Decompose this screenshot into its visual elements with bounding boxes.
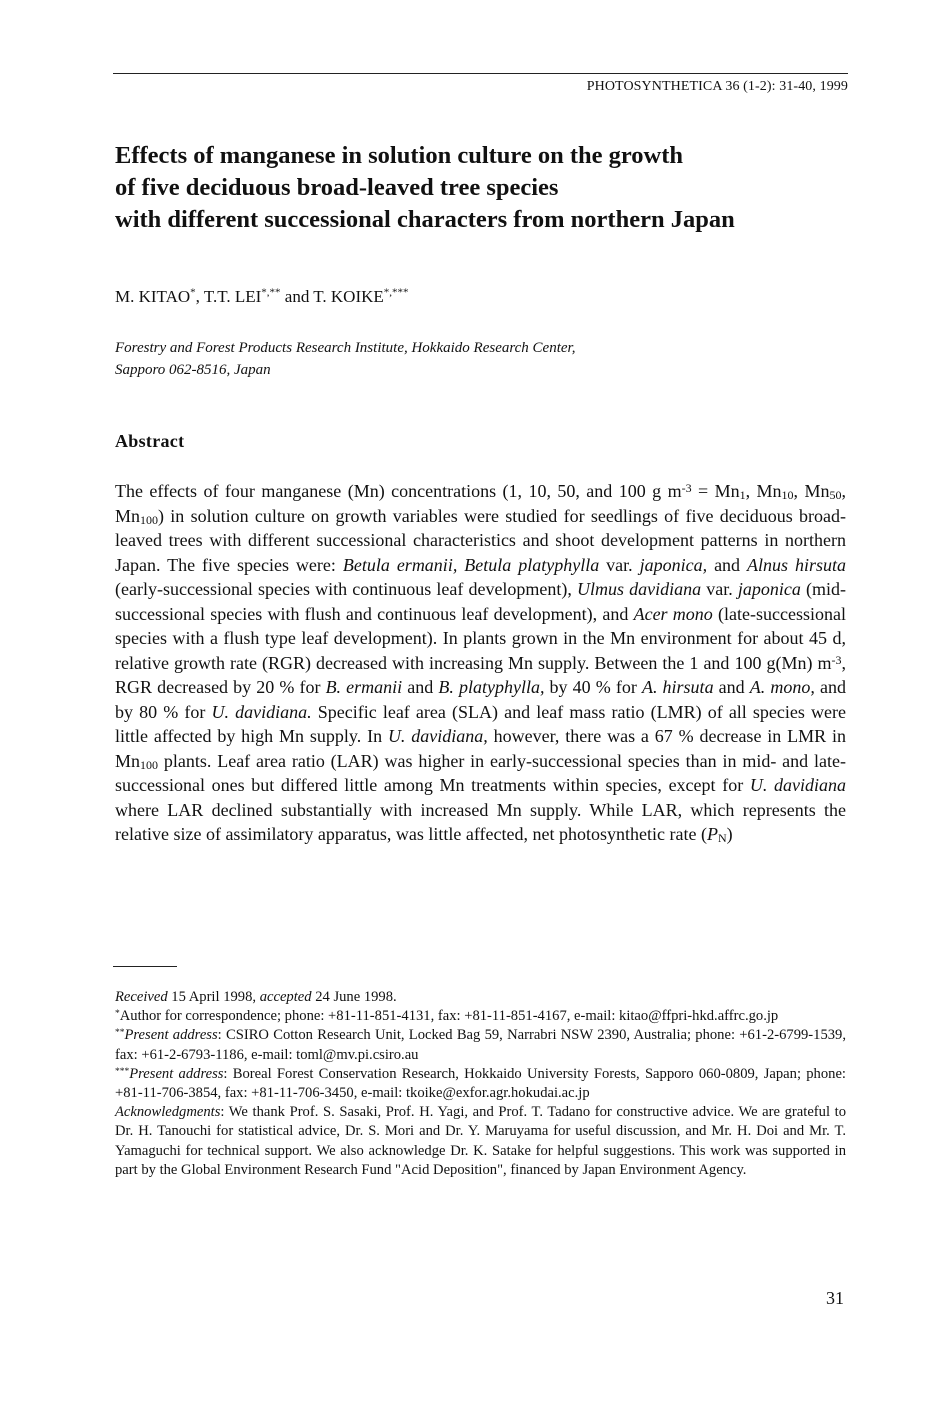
- abstract-text: , Mn: [793, 481, 830, 501]
- journal-reference: PHOTOSYNTHETICA 36 (1-2): 31-40, 1999: [586, 79, 848, 94]
- subscript: 10: [781, 488, 794, 502]
- abstract-text: plants. Leaf area ratio (LAR) was higher in early-successional species than in mid- and late-successional ones but differed little among Mn treatments within species, except for: [115, 750, 846, 795]
- acknowledgments-text: : We thank Prof. S. Sasaki, Prof. H. Yagi, and Prof. T. Tadano for constructive advice. We are grateful to Dr. H. Tanouchi for statistical advice, Dr. S. Mori and Dr. Y. Maruyama for useful discussion, and Mr. H. Doi and Mr. T. Yamaguchi for technical support. We also acknowledge Dr. K. Satake for helpful suggestions. This work was supported in part by the Global Environment Research Fund "Acid Deposition", financed by Japan Environment Agency.: [115, 1104, 846, 1178]
- species-name: A. mono,: [749, 677, 815, 697]
- footnote-present-address-2: [115, 1065, 846, 1103]
- affiliation-line-1: Forestry and Forest Products Research Institute, Hokkaido Research Center,: [115, 340, 576, 356]
- abstract-heading: Abstract: [115, 431, 185, 451]
- species-name: Ulmus davidiana: [577, 579, 702, 599]
- page-number: 31: [826, 1288, 844, 1308]
- footnote-correspondence: [115, 1007, 846, 1026]
- species-name: U. davidiana,: [387, 726, 488, 746]
- received-label: Received: [115, 989, 168, 1005]
- footnote-mark: *: [115, 1009, 120, 1020]
- accepted-label: accepted: [259, 989, 312, 1005]
- footnote-mark: **: [115, 1028, 125, 1039]
- species-name: japonica,: [639, 554, 708, 575]
- superscript: -3: [681, 481, 692, 495]
- abstract-text: where LAR declined substantially with increased Mn supply. While LAR, which represents the relative size of assimilatory apparatus, was little affected, net photosynthetic rate (: [115, 799, 846, 844]
- footnote-text: : Boreal Forest Conservation Research, Hokkaido University Forests, Sapporo 060-0809, Japan; phone: +81-11-706-3854, fax: +81-11-706-3450, e-mail: tkoike@exfor.agr.hokudai.ac.jp: [115, 1065, 846, 1102]
- accepted-date: 24 June 1998.: [311, 989, 397, 1005]
- species-name: Acer mono: [633, 603, 713, 624]
- abstract-text: ): [726, 824, 733, 844]
- abstract-text: and: [402, 677, 439, 697]
- acknowledgments-label: Acknowledgments: [115, 1104, 221, 1121]
- abstract-text: , Mn: [115, 481, 846, 526]
- author-kitao: M. KITAO: [115, 287, 191, 306]
- abstract-text: ) in solution culture on growth variables were studied for seedlings of five deciduous broad-leaved trees with different successional characteristics and shoot development patterns in northern Japan. The five species were:: [115, 505, 846, 575]
- abstract-text: and: [707, 554, 748, 575]
- footnote-rule: [113, 966, 177, 967]
- species-name: Betula ermanii, Betula platyphylla: [342, 554, 600, 575]
- subscript: 50: [829, 488, 842, 502]
- title-line-2: of five deciduous broad-leaved tree species: [115, 174, 559, 201]
- abstract-paragraph: [115, 479, 846, 847]
- species-name: B. ermanii: [325, 677, 403, 697]
- superscript: -3: [831, 652, 842, 667]
- affiliation: [115, 337, 575, 381]
- abstract-text: = Mn: [691, 481, 740, 501]
- abstract-text: The effects of four manganese (Mn) concentrations (1, 10, 50, and 100 g m: [115, 481, 682, 501]
- received-note: [115, 988, 846, 1007]
- title-line-3: with different successional characters from northern Japan: [115, 206, 735, 233]
- author-lei: T.T. LEI: [203, 287, 262, 306]
- species-name: U. davidiana: [749, 775, 846, 795]
- author-list: [115, 287, 409, 307]
- subscript: 1: [739, 488, 746, 502]
- abstract-text: and by 80 % for: [115, 677, 846, 722]
- footnote-text: : CSIRO Cotton Research Unit, Locked Bag 59, Narrabri NSW 2390, Australia; phone: +61-2-6799-1539, fax: +61-2-6793-1186, e-mail: toml@mv.pi.csiro.au: [115, 1027, 846, 1063]
- subscript: 100: [140, 757, 159, 772]
- subscript: 100: [140, 512, 159, 527]
- species-name: U. davidiana.: [211, 701, 312, 722]
- article-title: [115, 140, 855, 236]
- species-name: B. platyphylla,: [438, 677, 545, 697]
- author-mark-3: *,***: [383, 286, 409, 299]
- received-date: 15 April 1998,: [167, 989, 260, 1005]
- acknowledgments: [115, 1103, 846, 1180]
- symbol-pn: P: [706, 824, 718, 844]
- species-name: A. hirsuta: [641, 677, 714, 697]
- footnote-label: Present address: [124, 1027, 218, 1044]
- footnote-present-address-1: [115, 1026, 846, 1064]
- author-mark-2: *,**: [261, 286, 281, 299]
- abstract-text: Specific leaf area (SLA) and leaf mass ratio (LMR) of all species were little affected by high Mn supply. In: [115, 701, 847, 746]
- author-separator: ,: [195, 287, 204, 306]
- abstract-text: (early-successional species with continuous leaf development),: [115, 579, 578, 599]
- abstract-text: var.: [701, 579, 738, 599]
- affiliation-line-2: Sapporo 062-8516, Japan: [115, 362, 271, 378]
- author-separator: and: [280, 287, 314, 306]
- title-line-1: Effects of manganese in solution culture on the growth: [115, 142, 684, 169]
- abstract-text: , Mn: [745, 481, 782, 501]
- abstract-body: [115, 479, 846, 847]
- abstract-text: however, there was a 67 % decrease in LMR in Mn: [115, 726, 847, 771]
- abstract-text: and: [713, 677, 750, 697]
- footnote-text: Author for correspondence; phone: +81-11-851-4131, fax: +81-11-851-4167, e-mail: kitao@ffpri-hkd.affrc.go.jp: [119, 1008, 779, 1025]
- footnote-mark: ***: [115, 1066, 130, 1077]
- author-koike: T. KOIKE: [313, 287, 384, 306]
- species-name: japonica: [737, 579, 801, 599]
- abstract-text: (mid-successional species with flush and continuous leaf development), and: [115, 579, 846, 624]
- header-rule: [113, 73, 848, 74]
- abstract-text: , RGR decreased by 20 % for: [115, 652, 846, 697]
- species-name: Alnus hirsuta: [747, 554, 846, 575]
- subscript: N: [717, 831, 727, 845]
- abstract-text: (late-successional species with a flush type leaf development). In plants grown in the Mn environment for about 45 d, relative growth rate (RGR) decreased with increasing Mn supply. Between the 1 and 100 g(Mn) m: [115, 603, 846, 673]
- abstract-text: by 40 % for: [544, 677, 642, 697]
- footnotes: [115, 988, 846, 1180]
- abstract-text: var.: [599, 554, 640, 575]
- author-mark-1: *: [190, 286, 196, 299]
- footnote-label: Present address: [129, 1065, 224, 1082]
